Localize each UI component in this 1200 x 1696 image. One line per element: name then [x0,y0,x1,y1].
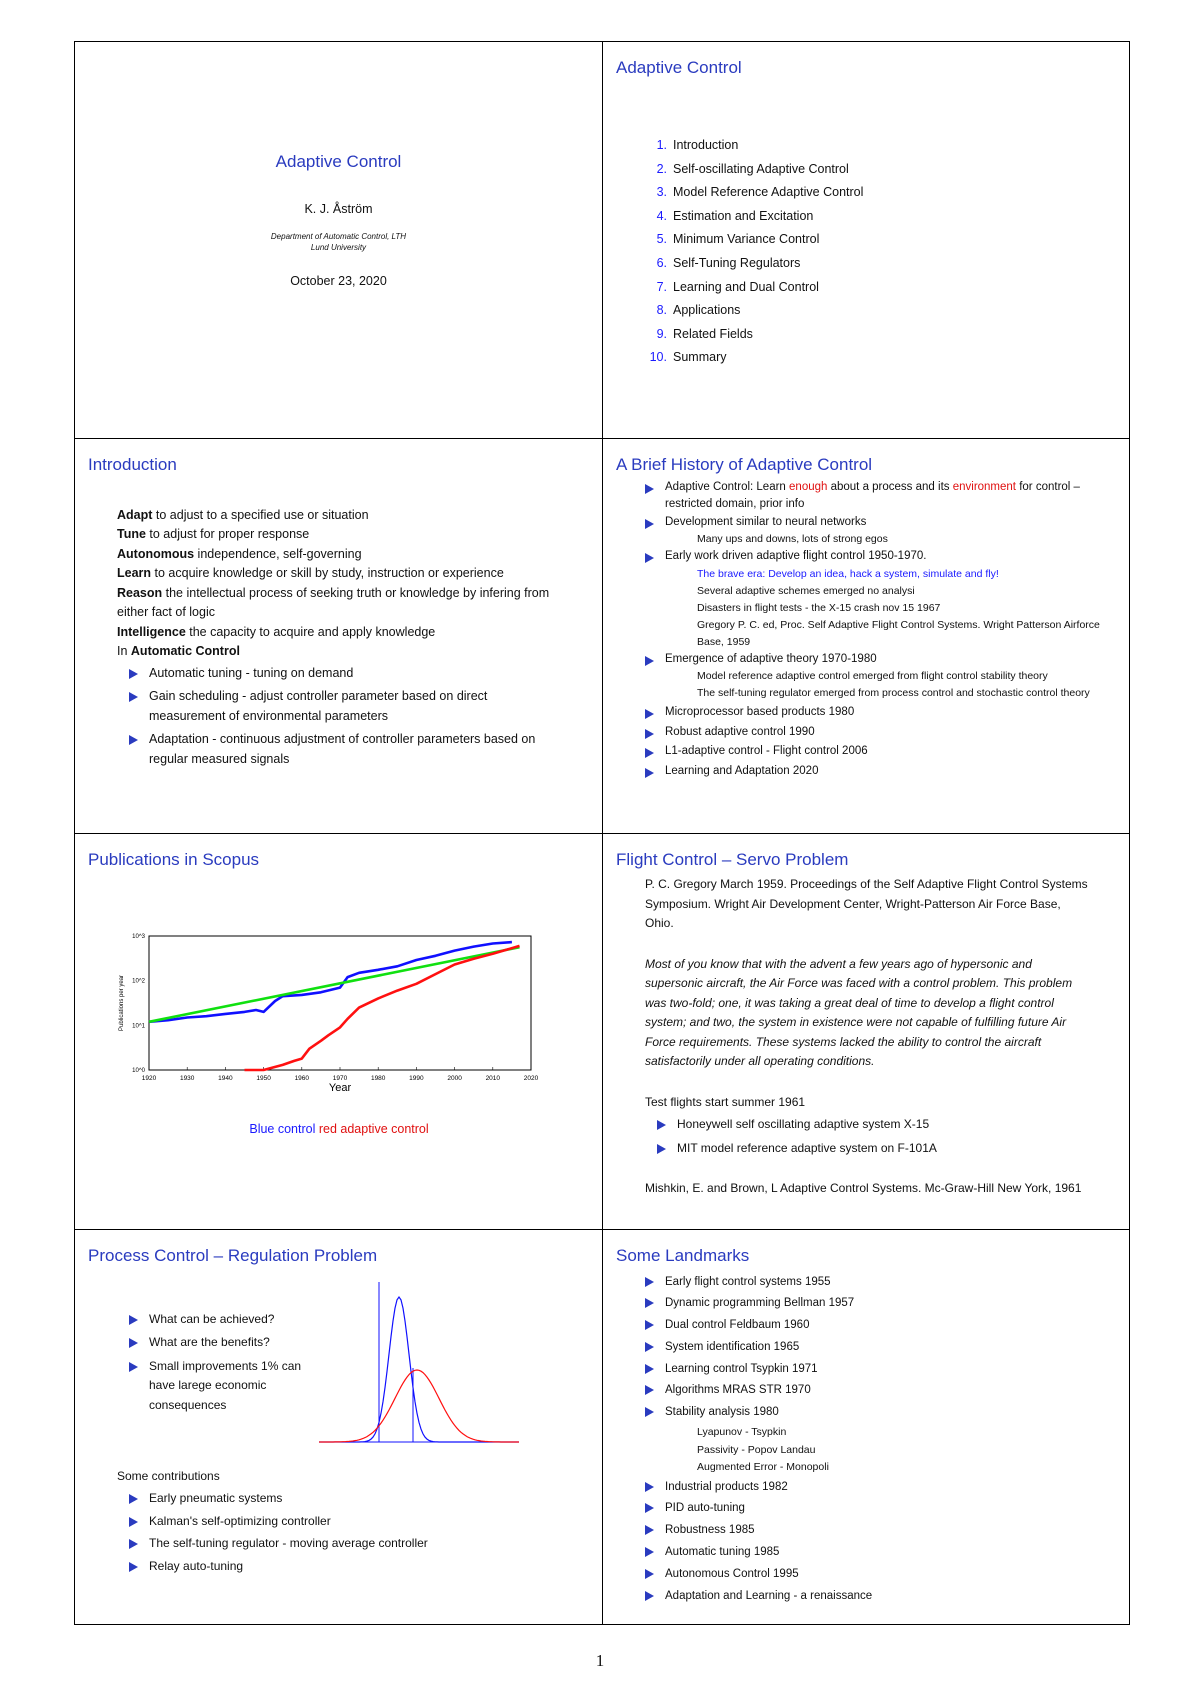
x-tick-label: 1970 [332,1075,348,1082]
slide-outline [602,42,1129,438]
history-sub: Disasters in flight tests - the X-15 crash nov 15 1967 [697,601,941,614]
department: Department of Automatic Control, LTH [270,232,407,241]
intro-body [117,506,566,770]
history-sub: The self-tuning regulator emerged from process control and stochastic control theory [697,687,1090,699]
publications-chart [115,928,539,1094]
bullet-triangle-icon [645,1342,654,1352]
bullet-triangle-icon [645,748,654,758]
landmark-bullet: Dynamic programming Bellman 1957 [645,1293,1109,1315]
contribution-bullet: Relay auto-tuning [129,1557,582,1577]
slide-title [75,42,602,438]
narrow-distribution-curve [319,1297,519,1442]
outline-item: 10. Summary [649,350,727,365]
bullet-triangle-icon [645,729,654,739]
x-axis-label: Year [328,1082,352,1094]
flight-bullet: Honeywell self oscillating adaptive system X-15 [657,1115,1089,1135]
y-axis-label: Publications per year [119,974,125,1032]
bullet-triangle-icon [645,1320,654,1330]
landmark-sub: Augmented Error - Monopoli [697,1461,829,1474]
bullet-triangle-icon [129,1315,138,1325]
landmark-sub: Passivity - Popov Landau [697,1443,816,1456]
outline-list [647,134,863,370]
intro-bullet: Gain scheduling - adjust controller parameter based on direct measurement of environmental parameters [129,687,566,726]
bullet-triangle-icon [129,1517,138,1527]
distribution-diagram [319,1280,529,1450]
definition: Autonomous independence, self-governing [117,546,362,561]
history-bullet: Emergence of adaptive theory 1970-1980 [645,651,1115,669]
slide-history [602,438,1129,834]
slide-process-control [75,1229,602,1625]
definition: Tune to adjust for proper response [117,527,310,541]
slide-title-history: A Brief History of Adaptive Control [616,454,873,474]
date: October 23, 2020 [290,274,387,288]
landmark-bullet: Industrial products 1982 [645,1477,1109,1499]
outline-item: 5. Minimum Variance Control [656,232,820,247]
landmark-bullet: Early flight control systems 1955 [645,1272,1109,1294]
flight-body [645,875,1089,1199]
bullet-triangle-icon [129,692,138,702]
outline-item: 6. Self-Tuning Regulators [656,255,801,270]
bullet-triangle-icon [645,1591,654,1601]
handout-sheet [74,41,1130,1625]
flight-bullet: MIT model reference adaptive system on F-101A [657,1139,1089,1159]
bullet-triangle-icon [645,519,654,529]
x-tick-label: 1980 [370,1075,386,1082]
landmark-bullet: Autonomous Control 1995 [645,1564,1109,1586]
contribution-bullet: The self-tuning regulator - moving average controller [129,1534,582,1554]
bullet-triangle-icon [645,1482,654,1492]
slide-title-flight: Flight Control – Servo Problem [616,850,849,869]
university: Lund University [310,243,367,252]
history-sub: Several adaptive schemes emerged no analysi [697,584,915,597]
definition: Learn to acquire knowledge or skill by study, instruction or experience [117,566,504,580]
bullet-triangle-icon [645,1385,654,1395]
history-bullet: Learning and Adaptation 2020 [645,763,1115,781]
bullet-triangle-icon [645,1407,654,1417]
bullet-triangle-icon [129,1362,138,1372]
x-tick-label: 2020 [523,1075,539,1082]
flight-quote: Most of you know that with the advent a few years ago of hypersonic and supersonic aircraft, the Air Force was faced with a control problem. This problem was two-fold; one, it was taking a great deal of time to develop a flight control system; and two, the system in existence were not capable of fulfilling future Air Force requirements. These systems lacked the ability to control the aircraft satisfactorily under all operating conditions. [645,956,1073,1068]
outline-item: 1. Introduction [656,138,739,152]
contribution-bullet: Kalman's self-optimizing controller [129,1512,582,1532]
title-slide-heading: Adaptive Control [275,152,402,171]
bullet-triangle-icon [645,1569,654,1579]
series-line-trend [149,947,520,1022]
page-number: 1 [595,1651,605,1670]
landmark-bullet: System identification 1965 [645,1337,1109,1359]
flight-reference: P. C. Gregory March 1959. Proceedings of the Self Adaptive Flight Control Systems Symposium. Wright Air Development Center, Wright-Patterson Air Force Base, Ohio. [645,877,1088,930]
contributions-heading: Some contributions [117,1468,220,1483]
history-bullet: Microprocessor based products 1980 [645,704,1115,722]
bullet-triangle-icon [645,1364,654,1374]
history-sub: Many ups and downs, lots of strong egos [697,533,888,545]
slide-introduction [75,438,602,834]
slide-title-process: Process Control – Regulation Problem [88,1245,378,1265]
x-tick-label: 2000 [447,1075,462,1082]
landmark-bullet: Robustness 1985 [645,1520,1109,1542]
y-tick-label: 10^3 [132,934,145,940]
outline-item: 2. Self-oscillating Adaptive Control [656,161,849,176]
definition: Adapt to adjust to a specified use or situation [117,507,369,522]
slide-publications [75,833,602,1229]
slide-title-outline: Adaptive Control [616,58,742,77]
bullet-triangle-icon [645,484,654,494]
x-tick-label: 1920 [141,1075,157,1082]
series-line-adaptive-control [245,946,520,1070]
history-bullet: L1-adaptive control - Flight control 2006 [645,743,1115,761]
definition: Intelligence the capacity to acquire and apply knowledge [117,624,436,639]
landmark-bullet: Adaptation and Learning - a renaissance [645,1586,1109,1608]
slide-title-introduction: Introduction [88,454,177,474]
bullet-triangle-icon [645,1503,654,1513]
contributions [117,1467,582,1577]
slide-title-landmarks: Some Landmarks [616,1245,750,1265]
x-tick-label: 1990 [409,1075,424,1082]
slide-title-publications: Publications in Scopus [88,850,260,869]
history-bullet: Adaptive Control: Learn enough about a process and its environment for control – restricted domain, prior info [645,479,1115,514]
bullet-triangle-icon [645,1525,654,1535]
outline-item: 8. Applications [656,303,741,318]
intro-bullet: Automatic tuning - tuning on demand [129,664,566,684]
slide-landmarks [602,1229,1129,1625]
x-tick-label: 1930 [179,1075,195,1082]
contribution-bullet: Early pneumatic systems [129,1489,582,1509]
bullet-triangle-icon [129,669,138,679]
process-bullet: Small improvements 1% can have larege economic consequences [129,1357,319,1416]
landmark-sub: Lyapunov - Tsypkin [697,1426,787,1439]
history-sub: The brave era: Develop an idea, hack a system, simulate and fly! [697,567,999,580]
bullet-triangle-icon [129,735,138,745]
history-bullet: Early work driven adaptive flight control 1950-1970. [645,548,1115,566]
y-tick-label: 10^0 [132,1068,145,1074]
bullet-triangle-icon [645,768,654,778]
bullet-triangle-icon [645,553,654,563]
history-bullet: Robust adaptive control 1990 [645,724,1115,742]
author: K. J. Åström [304,202,373,216]
outline-item: 9. Related Fields [656,326,753,341]
outline-item: 4. Estimation and Excitation [656,208,814,223]
bullet-triangle-icon [129,1539,138,1549]
landmark-bullet: Dual control Feldbaum 1960 [645,1315,1109,1337]
landmark-bullet: Learning control Tsypkin 1971 [645,1359,1109,1381]
y-tick-label: 10^1 [132,1023,145,1030]
outline-item: 7. Learning and Dual Control [656,279,819,294]
chart-caption: Blue control red adaptive control [249,1122,429,1136]
bullet-triangle-icon [645,656,654,666]
bullet-triangle-icon [129,1494,138,1504]
history-body [645,479,1115,781]
y-tick-label: 10^2 [132,978,145,985]
mishkin-reference: Mishkin, E. and Brown, L Adaptive Control Systems. Mc-Graw-Hill New York, 1961 [645,1181,1082,1195]
bullet-triangle-icon [129,1338,138,1348]
landmark-bullet: Automatic tuning 1985 [645,1542,1109,1564]
bullet-triangle-icon [645,709,654,719]
history-sub: Gregory P. C. ed, Proc. Self Adaptive Flight Control Systems. Wright Patterson Airforce Base, 1959 [697,618,1100,648]
definition: Reason the intellectual process of seeking truth or knowledge by infering from either fact of logic [117,585,550,619]
landmark-bullet: PID auto-tuning [645,1498,1109,1520]
process-bullets [129,1310,319,1416]
test-flights: Test flights start summer 1961 [645,1094,806,1109]
x-tick-label: 1960 [294,1075,310,1082]
bullet-triangle-icon [645,1277,654,1287]
history-bullet: Development similar to neural networks [645,514,1115,532]
intro-bullet: Adaptation - continuous adjustment of controller parameters based on regular measured signals [129,730,566,769]
outline-item: 3. Model Reference Adaptive Control [656,185,864,200]
slide-flight-control [602,833,1129,1229]
process-bullet: What can be achieved? [129,1310,319,1330]
bullet-triangle-icon [645,1298,654,1308]
landmark-bullet: Algorithms MRAS STR 1970 [645,1380,1109,1402]
bullet-triangle-icon [657,1120,666,1130]
landmarks-body [645,1272,1109,1608]
bullet-triangle-icon [645,1547,654,1557]
bullet-triangle-icon [129,1562,138,1572]
bullet-triangle-icon [657,1144,666,1154]
x-tick-label: 2010 [485,1075,501,1082]
history-sub: Model reference adaptive control emerged from flight control stability theory [697,670,1048,682]
wide-distribution-curve [319,1370,519,1442]
x-tick-label: 1950 [256,1075,271,1082]
process-bullet: What are the benefits? [129,1333,319,1353]
x-tick-label: 1940 [218,1075,233,1082]
in-automatic-control: In Automatic Control [117,644,240,658]
landmark-bullet: Stability analysis 1980 [645,1402,1109,1424]
